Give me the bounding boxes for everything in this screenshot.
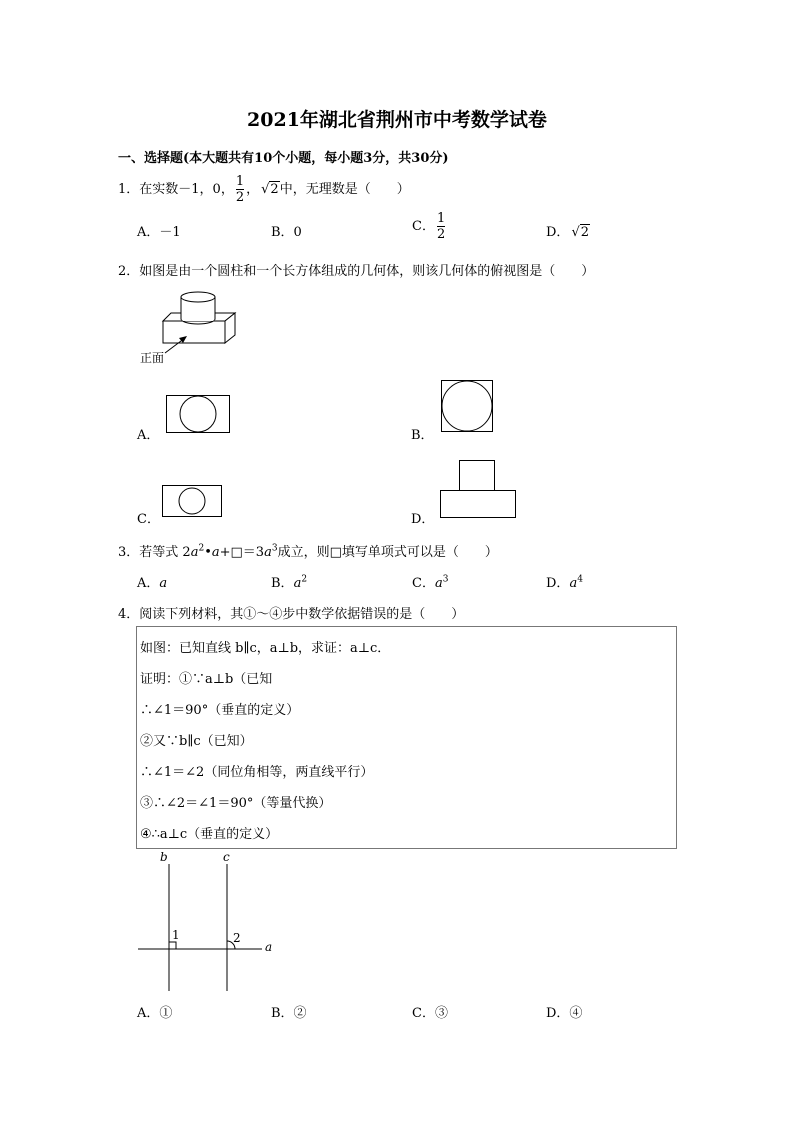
q1-fraction: $\frac{1}{2}$ [235,174,245,205]
q2-option-a: A． [137,428,160,443]
front-label: 正面 [140,351,165,365]
q3-option-c: C．$a^3$ [412,574,449,591]
q2-option-c-figure [162,485,222,518]
q1-option-a: A．－1 [137,225,181,240]
q2-option-c: C． [137,512,160,527]
angle-1-label: 1 [172,928,180,942]
proof-line-1: 如图：已知直线 b∥c，a⊥b，求证：a⊥c． [140,641,391,656]
line-b-label: b [160,850,168,864]
q4-parallel-lines-figure [136,848,286,993]
proof-line-3: ∴∠1＝90°（垂直的定义） [140,703,300,718]
q3-option-d: D．$a^4$ [546,574,583,591]
q2-option-b-figure [441,380,493,432]
page-title: 2021年湖北省荆州市中考数学试卷 [247,109,547,131]
question-4: 4．阅读下列材料，其①～④步中数学依据错误的是（ ） [118,607,465,622]
proof-line-7: ④∴a⊥c（垂直的定义） [140,827,279,842]
q4-option-c: C．③ [412,1006,448,1021]
proof-line-2: 证明：①∵a⊥b（已知 [140,672,273,687]
question-3: 3．若等式 $2a^2•a+□=3a^3$成立，则□填写单项式可以是（ ） [118,543,498,560]
q2-option-b: B． [411,428,434,443]
q2-option-d: D． [411,512,435,527]
proof-line-5: ∴∠1＝∠2（同位角相等，两直线平行） [140,765,374,780]
q4-option-d: D．④ [546,1006,583,1021]
question-1: 1．在实数－1，0， $\frac{1}{2}$ ， √2中，无理数是（ ） [118,174,410,205]
q4-option-a: A．① [137,1006,173,1021]
q3-option-a: A．a [137,576,168,591]
q1-option-b: B．0 [271,225,302,240]
q2-option-a-figure [166,395,230,433]
q1-option-d: D． √2 [546,225,590,240]
q1-sqrt: √2 [261,182,279,197]
line-c-label: c [223,850,230,864]
line-a-label: a [265,940,273,954]
angle-2-label: 2 [233,931,241,945]
q1-prefix: 1．在实数－1，0， [118,182,234,197]
q2-option-d-figure [440,460,517,519]
section-heading: 一、选择题(本大题共有10个小题，每小题3分，共30分) [118,151,449,166]
q1-suffix: 中，无理数是（ ） [279,182,410,197]
proof-line-4: ②又∵b∥c（已知） [140,734,253,749]
q4-option-b: B．② [271,1006,307,1021]
q3-option-b: B．$a^2$ [271,574,308,591]
q1-option-c: C． $\frac{1}{2}$ [412,211,446,242]
proof-line-6: ③∴∠2＝∠1＝90°（等量代换） [140,796,332,811]
question-2: 2．如图是由一个圆柱和一个长方体组成的几何体，则该几何体的俯视图是（ ） [118,264,595,279]
